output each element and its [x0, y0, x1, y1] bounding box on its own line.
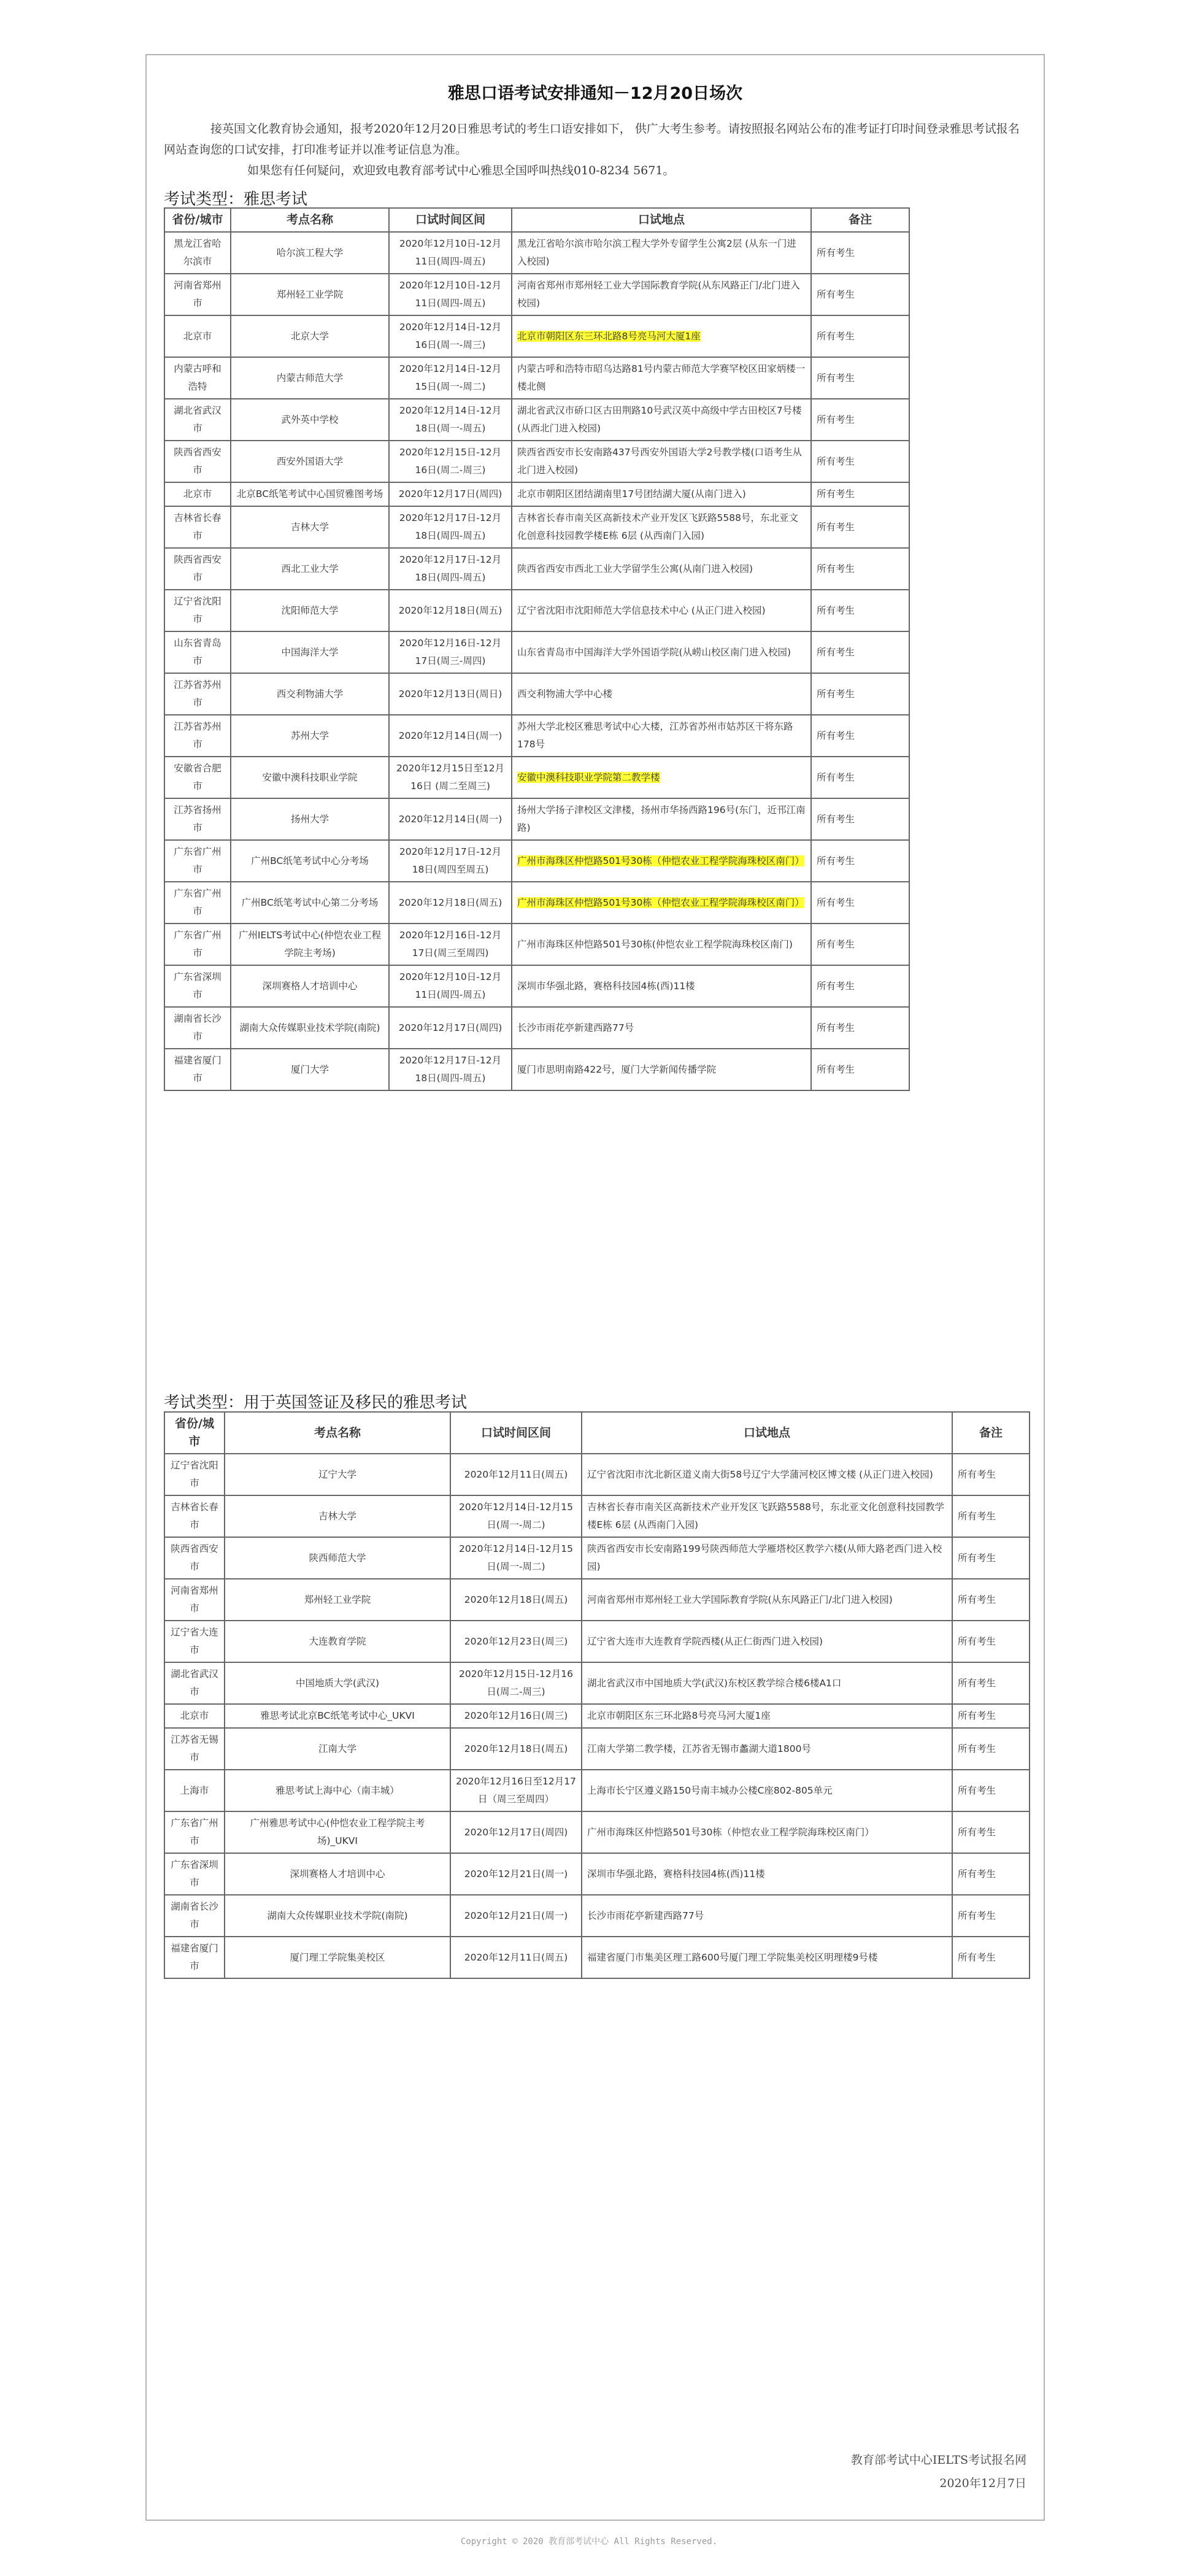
cell-time: 2020年12月14日-12月15日(周一-周二) [450, 1495, 582, 1537]
footer-signature [851, 2448, 1026, 2495]
cell-time: 2020年12月21日(周一) [450, 1853, 582, 1895]
cell-region: 安徽省合肥市 [164, 757, 231, 798]
cell-location: 陕西省西安市西北工业大学留学生公寓(从南门进入校园) [512, 548, 811, 590]
cell-venue: 北京大学 [231, 315, 389, 357]
col-header-location: 口试地点 [582, 1412, 952, 1454]
cell-venue: 武外英中学校 [231, 399, 389, 441]
cell-time: 2020年12月15日-12月16日(周二-周三) [389, 441, 512, 482]
cell-note: 所有考生 [811, 274, 909, 315]
cell-location [512, 315, 811, 357]
schedule-table-ukvi [164, 1411, 1030, 1979]
table-row [164, 1579, 1030, 1621]
cell-venue: 辽宁大学 [225, 1454, 450, 1495]
cell-venue: 苏州大学 [231, 715, 389, 757]
cell-note: 所有考生 [952, 1537, 1030, 1579]
cell-region: 湖南省长沙市 [164, 1895, 225, 1937]
cell-venue: 西北工业大学 [231, 548, 389, 590]
cell-note: 所有考生 [811, 1007, 909, 1049]
cell-venue: 中国海洋大学 [231, 631, 389, 673]
cell-time: 2020年12月17日-12月18日(周四-周五) [389, 506, 512, 548]
footer-org: 教育部考试中心IELTS考试报名网 [850, 2453, 1026, 2467]
cell-note: 所有考生 [811, 1049, 909, 1090]
cell-time: 2020年12月14日-12月15日(周一-周二) [389, 357, 512, 399]
cell-location: 辽宁省沈阳市沈阳师范大学信息技术中心 (从正门进入校园) [512, 590, 811, 631]
cell-location: 长沙市雨花亭新建西路77号 [512, 1007, 811, 1049]
cell-location: 福建省厦门市集美区理工路600号厦门理工学院集美校区明理楼9号楼 [582, 1937, 952, 1978]
cell-region: 江苏省无锡市 [164, 1728, 225, 1770]
cell-note: 所有考生 [952, 1811, 1030, 1853]
table-row [164, 1704, 1030, 1728]
highlighted-location: 广州市海珠区仲恺路501号30栋（仲恺农业工程学院海珠校区南门） [517, 897, 804, 908]
table-row [164, 482, 909, 506]
cell-venue: 湖南大众传媒职业技术学院(南院) [225, 1895, 450, 1937]
cell-time: 2020年12月17日(周四) [389, 482, 512, 506]
cell-note: 所有考生 [811, 924, 909, 965]
cell-note: 所有考生 [952, 1728, 1030, 1770]
table-row [164, 357, 909, 399]
section-title-ukvi: 考试类型：用于英国签证及移民的雅思考试 [164, 1394, 468, 1412]
cell-location: 陕西省西安市长安南路437号西安外国语大学2号教学楼(口语考生从北门进入校园) [512, 441, 811, 482]
cell-region: 湖北省武汉市 [164, 1662, 225, 1704]
cell-note: 所有考生 [811, 506, 909, 548]
cell-venue: 内蒙古师范大学 [231, 357, 389, 399]
table-row [164, 506, 909, 548]
table-row [164, 965, 909, 1007]
col-header-time: 口试时间区间 [450, 1412, 582, 1454]
cell-note: 所有考生 [952, 1704, 1030, 1728]
cell-venue: 广州BC纸笔考试中心第二分考场 [231, 882, 389, 924]
hotline-paragraph: 如果您有任何疑问，欢迎致电教育部考试中心雅思全国呼叫热线010-8234 5671。 [247, 164, 675, 177]
cell-region: 广东省深圳市 [164, 965, 231, 1007]
cell-region: 江苏省扬州市 [164, 798, 231, 840]
cell-location: 河南省郑州市郑州轻工业大学国际教育学院(从东风路正门/北门进入校园) [582, 1579, 952, 1621]
cell-region: 辽宁省沈阳市 [164, 1454, 225, 1495]
cell-venue: 安徽中澳科技职业学院 [231, 757, 389, 798]
cell-note: 所有考生 [811, 482, 909, 506]
cell-time: 2020年12月10日-12月11日(周四-周五) [389, 232, 512, 274]
cell-region: 广东省广州市 [164, 840, 231, 882]
cell-region: 吉林省长春市 [164, 506, 231, 548]
cell-note: 所有考生 [811, 757, 909, 798]
cell-time: 2020年12月14日(周一) [389, 798, 512, 840]
cell-time: 2020年12月16日-12月17日(周三至周四) [389, 924, 512, 965]
cell-location: 吉林省长春市南关区高新技术产业开发区飞跃路5588号，东北亚文化创意科技园教学楼E栋 6层 (从西南门入园) [512, 506, 811, 548]
table-row [164, 1937, 1030, 1978]
cell-time: 2020年12月15日至12月16日 (周二至周三) [389, 757, 512, 798]
cell-location: 上海市长宁区遵义路150号南丰城办公楼C座802-805单元 [582, 1770, 952, 1811]
cell-location [512, 882, 811, 924]
cell-venue: 郑州轻工业学院 [225, 1579, 450, 1621]
cell-venue: 吉林大学 [231, 506, 389, 548]
col-header-note: 备注 [811, 208, 909, 232]
col-header-time: 口试时间区间 [389, 208, 512, 232]
cell-location: 湖北省武汉市中国地质大学(武汉)东校区教学综合楼6楼A1口 [582, 1662, 952, 1704]
cell-region: 辽宁省沈阳市 [164, 590, 231, 631]
table-row [164, 631, 909, 673]
table-row [164, 798, 909, 840]
cell-note: 所有考生 [811, 673, 909, 715]
cell-note: 所有考生 [811, 357, 909, 399]
table-row [164, 232, 909, 274]
cell-region: 湖北省武汉市 [164, 399, 231, 441]
cell-location: 长沙市雨花亭新建西路77号 [582, 1895, 952, 1937]
cell-location: 广州市海珠区仲恺路501号30栋(仲恺农业工程学院海珠校区南门) [512, 924, 811, 965]
cell-time: 2020年12月10日-12月11日(周四-周五) [389, 274, 512, 315]
table-row [164, 590, 909, 631]
cell-note: 所有考生 [952, 1853, 1030, 1895]
cell-note: 所有考生 [811, 882, 909, 924]
cell-time: 2020年12月18日(周五) [389, 882, 512, 924]
cell-note: 所有考生 [811, 315, 909, 357]
cell-location: 北京市朝阳区东三环北路8号亮马河大厦1座 [582, 1704, 952, 1728]
cell-venue: 雅思考试上海中心（南丰城） [225, 1770, 450, 1811]
cell-location: 内蒙古呼和浩特市昭乌达路81号内蒙古师范大学赛罕校区田家炳楼一楼北侧 [512, 357, 811, 399]
cell-venue: 广州雅思考试中心(仲恺农业工程学院主考场)_UKVI [225, 1811, 450, 1853]
cell-location: 苏州大学北校区雅思考试中心大楼，江苏省苏州市姑苏区干将东路178号 [512, 715, 811, 757]
table-row [164, 840, 909, 882]
cell-time: 2020年12月10日-12月11日(周四-周五) [389, 965, 512, 1007]
cell-time: 2020年12月14日-12月18日(周一-周五) [389, 399, 512, 441]
cell-location: 辽宁省大连市大连教育学院西楼(从正仁街西门进入校园) [582, 1621, 952, 1662]
table-row [164, 1495, 1030, 1537]
cell-time: 2020年12月14日(周一) [389, 715, 512, 757]
cell-venue: 深圳赛格人才培训中心 [231, 965, 389, 1007]
cell-region: 福建省厦门市 [164, 1049, 231, 1090]
cell-time: 2020年12月21日(周一) [450, 1895, 582, 1937]
cell-venue: 西安外国语大学 [231, 441, 389, 482]
cell-venue: 吉林大学 [225, 1495, 450, 1537]
cell-venue: 郑州轻工业学院 [231, 274, 389, 315]
cell-time: 2020年12月17日(周四) [450, 1811, 582, 1853]
cell-note: 所有考生 [952, 1621, 1030, 1662]
schedule-table-ielts [164, 207, 910, 1091]
cell-region: 河南省郑州市 [164, 274, 231, 315]
cell-location: 深圳市华强北路，赛格科技园4栋(西)11楼 [582, 1853, 952, 1895]
cell-note: 所有考生 [811, 965, 909, 1007]
highlighted-location: 广州市海珠区仲恺路501号30栋（仲恺农业工程学院海珠校区南门） [517, 855, 804, 866]
col-header-region: 省份/城市 [164, 1412, 225, 1454]
table-row [164, 1049, 909, 1090]
cell-venue: 厦门理工学院集美校区 [225, 1937, 450, 1978]
footer-date: 2020年12月7日 [939, 2477, 1026, 2490]
cell-note: 所有考生 [811, 232, 909, 274]
cell-location: 厦门市思明南路422号，厦门大学新闻传播学院 [512, 1049, 811, 1090]
table-row [164, 673, 909, 715]
cell-location: 扬州大学扬子津校区文津楼，扬州市华扬西路196号(东门，近邗江南路) [512, 798, 811, 840]
intro-paragraph: 接英国文化教育协会通知，报考2020年12月20日雅思考试的考生口语安排如下， 供广大考生参考。请按照报名网站公布的准考证打印时间登录雅思考试报名网站查询您的口试安排，打印准考证并以准考证信息为准。 [164, 122, 1020, 156]
cell-location: 辽宁省沈阳市沈北新区道义南大街58号辽宁大学蒲河校区博文楼 (从正门进入校园) [582, 1454, 952, 1495]
cell-time: 2020年12月18日(周五) [389, 590, 512, 631]
cell-time: 2020年12月14日-12月16日(周一-周三) [389, 315, 512, 357]
cell-region: 陕西省西安市 [164, 441, 231, 482]
cell-region: 广东省广州市 [164, 1811, 225, 1853]
cell-venue: 厦门大学 [231, 1049, 389, 1090]
cell-note: 所有考生 [811, 441, 909, 482]
cell-time: 2020年12月17日-12月18日(周四至周五) [389, 840, 512, 882]
cell-region: 山东省青岛市 [164, 631, 231, 673]
cell-region: 湖南省长沙市 [164, 1007, 231, 1049]
table-row [164, 1454, 1030, 1495]
cell-time: 2020年12月13日(周日) [389, 673, 512, 715]
cell-note: 所有考生 [811, 399, 909, 441]
table-row [164, 548, 909, 590]
cell-note: 所有考生 [952, 1770, 1030, 1811]
table-row [164, 1811, 1030, 1853]
cell-time: 2020年12月23日(周三) [450, 1621, 582, 1662]
table-header-row [164, 1412, 1030, 1454]
cell-venue: 沈阳师范大学 [231, 590, 389, 631]
cell-note: 所有考生 [811, 798, 909, 840]
table-row [164, 441, 909, 482]
section-title-ielts: 考试类型：雅思考试 [164, 190, 308, 209]
cell-venue: 湖南大众传媒职业技术学院(南院) [231, 1007, 389, 1049]
cell-venue: 扬州大学 [231, 798, 389, 840]
cell-region: 河南省郑州市 [164, 1579, 225, 1621]
table-row [164, 715, 909, 757]
cell-venue: 陕西师范大学 [225, 1537, 450, 1579]
cell-region: 吉林省长春市 [164, 1495, 225, 1537]
cell-time: 2020年12月16日至12月17日（周三至周四） [450, 1770, 582, 1811]
cell-time: 2020年12月11日(周五) [450, 1454, 582, 1495]
cell-location: 深圳市华强北路，赛格科技园4栋(西)11楼 [512, 965, 811, 1007]
table-row [164, 1662, 1030, 1704]
cell-time: 2020年12月17日(周四) [389, 1007, 512, 1049]
cell-region: 黑龙江省哈尔滨市 [164, 232, 231, 274]
cell-location: 山东省青岛市中国海洋大学外国语学院(从崂山校区南门进入校园) [512, 631, 811, 673]
cell-region: 陕西省西安市 [164, 1537, 225, 1579]
cell-region: 广东省深圳市 [164, 1853, 225, 1895]
cell-location: 西交利物浦大学中心楼 [512, 673, 811, 715]
table-row [164, 1853, 1030, 1895]
cell-venue: 雅思考试北京BC纸笔考试中心_UKVI [225, 1704, 450, 1728]
cell-location: 北京市朝阳区团结湖南里17号团结湖大厦(从南门进入) [512, 482, 811, 506]
page-title: 雅思口语考试安排通知－12月20日场次 [447, 84, 743, 103]
cell-location: 陕西省西安市长安南路199号陕西师范大学雁塔校区教学六楼(从师大路老西门进入校园) [582, 1537, 952, 1579]
cell-venue: 哈尔滨工程大学 [231, 232, 389, 274]
cell-location: 黑龙江省哈尔滨市哈尔滨工程大学外专留学生公寓2层 (从东一门进入校园) [512, 232, 811, 274]
cell-note: 所有考生 [952, 1495, 1030, 1537]
cell-note: 所有考生 [952, 1937, 1030, 1978]
cell-location: 江南大学第二教学楼，江苏省无锡市蠡湖大道1800号 [582, 1728, 952, 1770]
cell-region: 上海市 [164, 1770, 225, 1811]
cell-venue: 深圳赛格人才培训中心 [225, 1853, 450, 1895]
cell-time: 2020年12月18日(周五) [450, 1579, 582, 1621]
col-header-venue: 考点名称 [231, 208, 389, 232]
cell-time: 2020年12月18日(周五) [450, 1728, 582, 1770]
col-header-region: 省份/城市 [164, 208, 231, 232]
cell-time: 2020年12月11日(周五) [450, 1937, 582, 1978]
cell-region: 陕西省西安市 [164, 548, 231, 590]
cell-time: 2020年12月17日-12月18日(周四-周五) [389, 1049, 512, 1090]
table-row [164, 274, 909, 315]
copyright: Copyright © 2020 教育部考试中心 All Rights Reserved. [460, 2537, 718, 2547]
table-row [164, 924, 909, 965]
cell-location: 吉林省长春市南关区高新技术产业开发区飞跃路5588号，东北亚文化创意科技园教学楼E栋 6层 (从西南门入园) [582, 1495, 952, 1537]
cell-venue: 西交利物浦大学 [231, 673, 389, 715]
cell-note: 所有考生 [952, 1579, 1030, 1621]
cell-note: 所有考生 [952, 1662, 1030, 1704]
cell-region: 北京市 [164, 482, 231, 506]
table-row [164, 882, 909, 924]
cell-region: 广东省广州市 [164, 882, 231, 924]
table-row [164, 1728, 1030, 1770]
cell-location: 湖北省武汉市硚口区古田荆路10号武汉英中高级中学古田校区7号楼(从西北门进入校园) [512, 399, 811, 441]
cell-location [512, 840, 811, 882]
cell-region: 江苏省苏州市 [164, 673, 231, 715]
highlighted-location: 安徽中澳科技职业学院第二教学楼 [517, 771, 660, 783]
cell-note: 所有考生 [811, 548, 909, 590]
cell-region: 江苏省苏州市 [164, 715, 231, 757]
cell-region: 广东省广州市 [164, 924, 231, 965]
table-header-row [164, 208, 909, 232]
table-row [164, 1770, 1030, 1811]
table-row [164, 1895, 1030, 1937]
cell-time: 2020年12月16日(周三) [450, 1704, 582, 1728]
cell-venue: 大连教育学院 [225, 1621, 450, 1662]
cell-note: 所有考生 [811, 715, 909, 757]
highlighted-location: 北京市朝阳区东三环北路8号亮马河大厦1座 [517, 330, 701, 342]
cell-venue: 广州IELTS考试中心(仲恺农业工程学院主考场) [231, 924, 389, 965]
cell-note: 所有考生 [952, 1454, 1030, 1495]
cell-time: 2020年12月14日-12月15日(周一-周二) [450, 1537, 582, 1579]
table-row [164, 315, 909, 357]
col-header-note: 备注 [952, 1412, 1030, 1454]
table-row [164, 1621, 1030, 1662]
col-header-venue: 考点名称 [225, 1412, 450, 1454]
cell-note: 所有考生 [811, 590, 909, 631]
cell-venue: 中国地质大学(武汉) [225, 1662, 450, 1704]
cell-region: 辽宁省大连市 [164, 1621, 225, 1662]
col-header-location: 口试地点 [512, 208, 811, 232]
cell-time: 2020年12月15日-12月16日(周二-周三) [450, 1662, 582, 1704]
cell-note: 所有考生 [811, 631, 909, 673]
cell-location [512, 757, 811, 798]
cell-region: 福建省厦门市 [164, 1937, 225, 1978]
cell-note: 所有考生 [952, 1895, 1030, 1937]
cell-location: 河南省郑州市郑州轻工业大学国际教育学院(从东风路正门/北门进入校园) [512, 274, 811, 315]
table-row [164, 1007, 909, 1049]
cell-region: 北京市 [164, 1704, 225, 1728]
cell-venue: 江南大学 [225, 1728, 450, 1770]
table-row [164, 757, 909, 798]
cell-venue: 广州BC纸笔考试中心分考场 [231, 840, 389, 882]
table-row [164, 399, 909, 441]
cell-region: 北京市 [164, 315, 231, 357]
cell-venue: 北京BC纸笔考试中心国贸雅图考场 [231, 482, 389, 506]
notice-page [145, 54, 1045, 2521]
table-row [164, 1537, 1030, 1579]
cell-region: 内蒙古呼和浩特 [164, 357, 231, 399]
cell-time: 2020年12月17日-12月18日(周四-周五) [389, 548, 512, 590]
cell-note: 所有考生 [811, 840, 909, 882]
intro-text [164, 118, 1029, 181]
cell-location: 广州市海珠区仲恺路501号30栋（仲恺农业工程学院海珠校区南门） [582, 1811, 952, 1853]
cell-time: 2020年12月16日-12月17日(周三-周四) [389, 631, 512, 673]
